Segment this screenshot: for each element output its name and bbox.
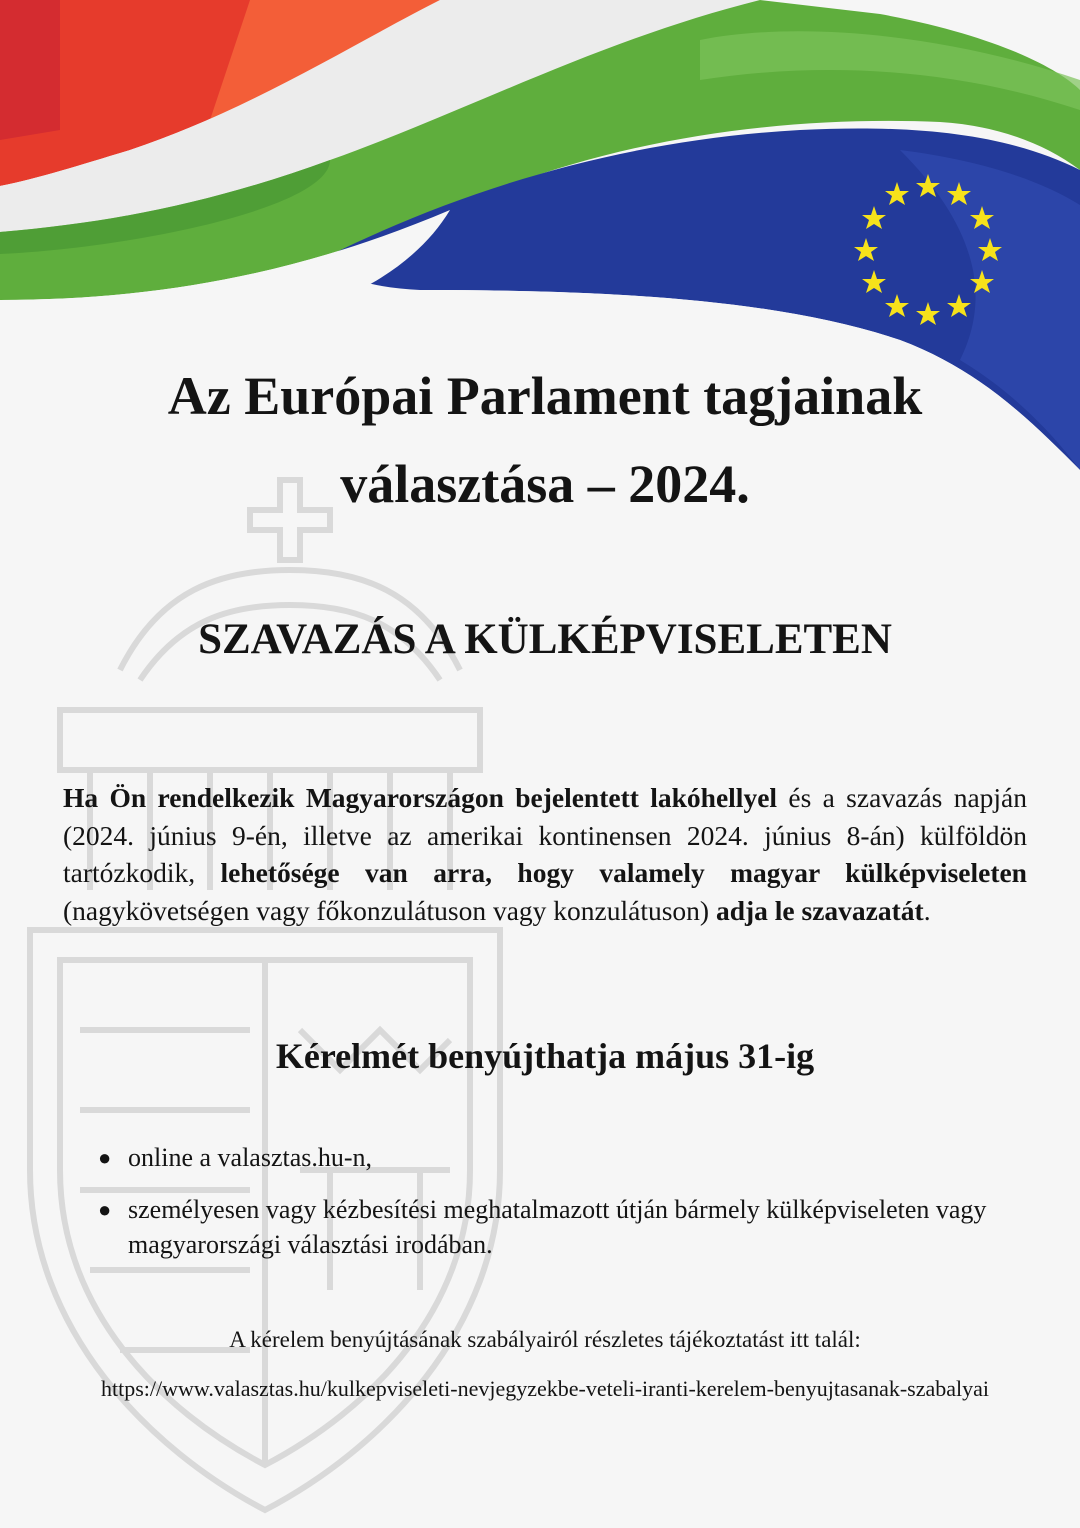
- method-text: online a valasztas.hu-n,: [128, 1143, 373, 1172]
- info-link[interactable]: https://www.valasztas.hu/kulkepviseleti-nevjegyzekbe-veteli-iranti-kerelem-benyujtasanak-szabalyai: [100, 1376, 989, 1401]
- bullet-icon: ●: [98, 1197, 112, 1222]
- info-text: A kérelem benyújtásának szabályairól részletes tájékoztatást itt talál:: [229, 1327, 861, 1352]
- intro-text-2: és a szavazás napján (2024. június 9-én, illetve az amerikai kontinensen 2024. június 8-án) külföldön tartózkodik,: [63, 782, 1027, 888]
- intro-paragraph: [63, 779, 1027, 929]
- bullet-icon: ●: [98, 1145, 112, 1170]
- intro-bold-5: adja le szavazatát: [715, 894, 924, 926]
- intro-bold-3: lehetősége van arra, hogy valamely magyar külképviseleten: [220, 857, 1027, 888]
- list-item: [98, 1140, 1038, 1175]
- list-item: [98, 1192, 1038, 1262]
- intro-bold-1: Ha Ön rendelkezik Magyarországon bejelentett lakóhellyel: [63, 782, 778, 813]
- title-line-2: választása – 2024.: [340, 454, 750, 514]
- title-line-1: Az Európai Parlament tagjainak: [167, 366, 923, 426]
- submission-methods-list: [98, 1140, 1038, 1279]
- intro-text-6: .: [923, 894, 931, 926]
- intro-text-4: (nagykövetségen vagy főkonzulátuson vagy konzulátuson): [63, 894, 716, 926]
- method-text: személyesen vagy kézbesítési meghatalmazott útján bármely külképviseleten vagy magyarországi választási irodában.: [128, 1195, 987, 1259]
- page-title: [60, 352, 1030, 528]
- deadline-heading: Kérelmét benyújthatja május 31-ig: [275, 1036, 815, 1076]
- subtitle: SZAVAZÁS A KÜLKÉPVISELETEN: [198, 616, 892, 663]
